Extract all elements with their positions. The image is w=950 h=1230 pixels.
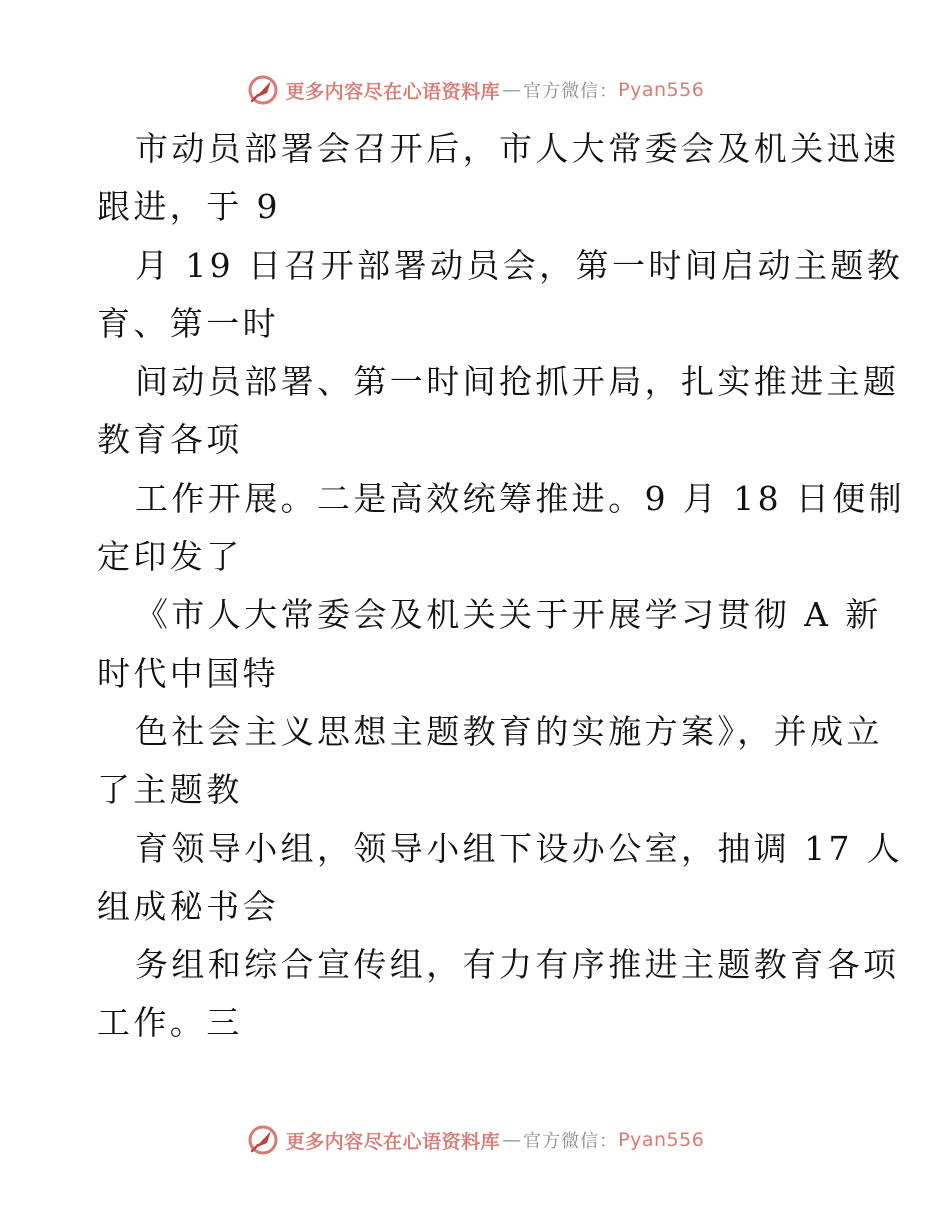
body-line: 市动员部署会召开后，市人大常委会及机关迅速	[135, 129, 900, 168]
body-line: 工作。三	[97, 1003, 243, 1043]
body-line: 育、第一时	[97, 303, 279, 343]
quill-logo-icon	[246, 1123, 280, 1157]
document-body	[97, 120, 906, 1053]
watermark-wechat-label: 官方微信：	[523, 81, 619, 102]
body-line: 教育各项	[97, 420, 243, 460]
watermark-wechat-id: Pyan556	[618, 79, 705, 101]
body-line: 间动员部署、第一时间抢抓开局，扎实推进主题	[135, 362, 900, 402]
watermark-text: 更多内容尽在心语资料库	[285, 80, 501, 103]
body-line: 育领导小组，领导小组下设办公室，抽调 17 人	[135, 828, 904, 868]
header-watermark	[0, 72, 950, 108]
body-line: 色社会主义思想主题教育的实施方案》，并成立	[135, 711, 883, 751]
watermark-dash: —	[502, 79, 522, 101]
watermark-wechat-id: Pyan556	[618, 1129, 705, 1151]
body-line: 组成秘书会	[97, 886, 279, 926]
body-line: 时代中国特	[97, 653, 279, 693]
watermark-wechat-label: 官方微信：	[523, 1131, 619, 1152]
body-line: 月 19 日召开部署动员会，第一时间启动主题教	[135, 245, 904, 285]
quill-logo-icon	[246, 73, 280, 107]
watermark-text: 更多内容尽在心语资料库	[285, 1130, 501, 1153]
footer-watermark	[0, 1122, 950, 1158]
body-line: 工作开展。二是高效统筹推进。9 月 18 日便制	[135, 478, 906, 518]
body-line: 跟进，于 9	[97, 187, 281, 227]
body-line: 务组和综合宣传组，有力有序推进主题教育各项	[135, 945, 900, 985]
body-line: 了主题教	[97, 770, 243, 810]
body-line: 《市人大常委会及机关关于开展学习贯彻 A 新	[135, 595, 882, 635]
watermark-dash: —	[502, 1129, 522, 1151]
body-line: 定印发了	[97, 537, 243, 577]
